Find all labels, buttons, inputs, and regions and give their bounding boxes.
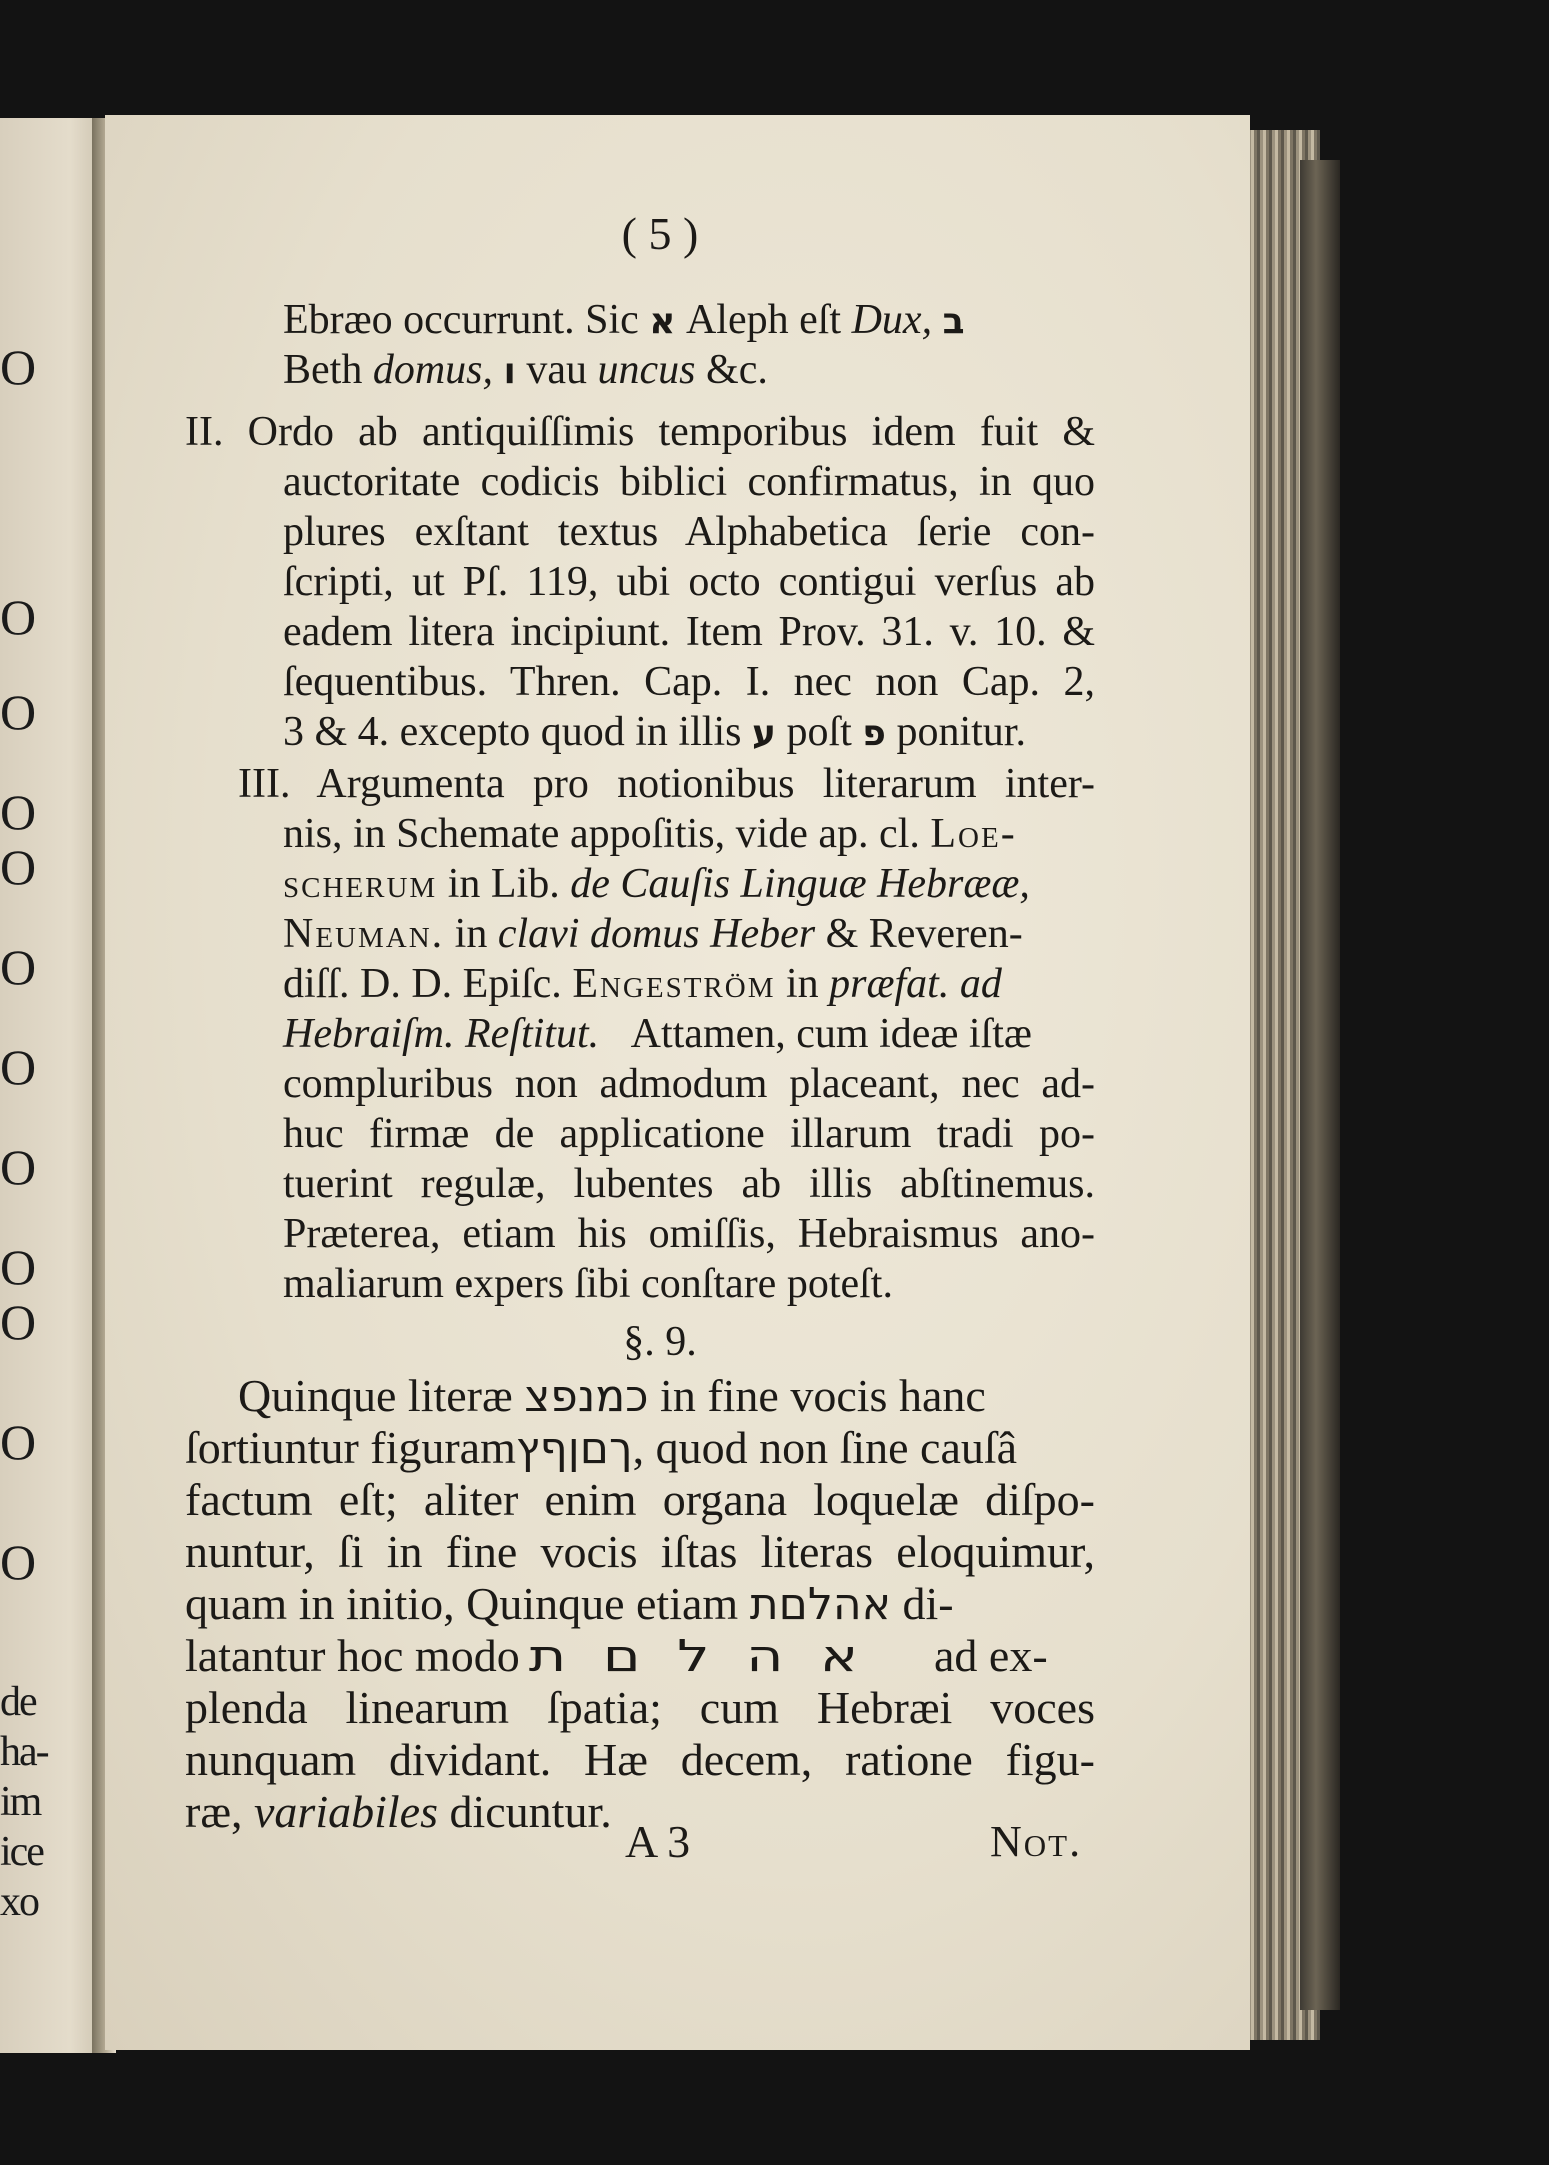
text-line: diſſ. D. D. Epiſc. Engeström in præfat. ad <box>283 961 1002 1007</box>
dilated-hebrew-word: אהלםת <box>529 1631 895 1682</box>
left-margin-number: O <box>0 1039 35 1095</box>
text-line: factum eſt; aliter enim organa loquelæ diſpo- <box>185 1474 1095 1525</box>
left-margin-number: O <box>0 339 35 395</box>
text-line: Hebraiſm. Reſtitut. Attamen, cum ideæ iſtæ <box>283 1011 1032 1057</box>
left-margin-number: O <box>0 589 35 645</box>
hebrew-word: כמנפצ <box>524 1371 649 1422</box>
text-line: compluribus non admodum placeant, nec ad- <box>283 1061 1095 1107</box>
hebrew-letter-beth: ב <box>942 301 965 342</box>
hebrew-letter-aleph: א <box>649 301 676 342</box>
left-margin-number: O <box>0 1239 35 1295</box>
left-facing-page <box>0 118 102 2053</box>
text-line: ræ, variabiles dicuntur. <box>185 1786 612 1837</box>
text-line: nis, in Schemate appoſitis, vide ap. cl. Loe- <box>283 811 1017 857</box>
signature-mark: A 3 <box>625 1816 691 1867</box>
left-margin-number: O <box>0 1139 35 1195</box>
text-line: Præterea, etiam his omiſſis, Hebraismus ano- <box>283 1211 1095 1257</box>
text-line: latantur hoc modo אהלםת ad ex- <box>185 1630 1048 1682</box>
text-line: Ebræo occurrunt. Sic א Aleph eſt Dux, ב <box>283 297 965 343</box>
text-line: auctoritate codicis biblici confirmatus, in quo <box>283 459 1095 505</box>
left-margin-word: xo <box>0 1879 38 1925</box>
text-line: nunquam dividant. Hæ decem, ratione figu- <box>185 1734 1095 1785</box>
text-line: II. Ordo ab antiquiſſimis temporibus idem fuit & <box>185 409 1095 455</box>
hebrew-letter-ayin: ע <box>751 713 776 754</box>
text-line: Neuman. in clavi domus Heber & Reveren- <box>283 911 1023 957</box>
text-line: 3 & 4. excepto quod in illis ע poſt פ ponitur. <box>283 709 1026 755</box>
left-margin-number: O <box>0 939 35 995</box>
left-margin-number: O <box>0 784 35 840</box>
hebrew-letter-pe: פ <box>862 713 886 754</box>
left-margin-number: O <box>0 1294 35 1350</box>
text-line: ſequentibus. Thren. Cap. I. nec non Cap. 2, <box>283 659 1095 705</box>
text-line: huc firmæ de applicatione illarum tradi po- <box>283 1111 1095 1157</box>
left-margin-word: im <box>0 1779 41 1825</box>
text-line: quam in initio, Quinque etiam אהלםת di- <box>185 1578 954 1630</box>
left-margin-word: ha- <box>0 1729 48 1775</box>
text-line: Quinque literæ כמנפצ in fine vocis hanc <box>238 1370 986 1422</box>
text-line: plenda linearum ſpatia; cum Hebræi voces <box>185 1682 1095 1733</box>
text-line: scherum in Lib. de Cauſis Linguæ Hebrææ, <box>283 861 1030 907</box>
left-margin-number: O <box>0 839 35 895</box>
left-margin-number: O <box>0 1534 35 1590</box>
text-line: tuerint regulæ, lubentes ab illis abſtinemus. <box>283 1161 1095 1207</box>
text-line: III. Argumenta pro notionibus literarum inter- <box>238 761 1095 807</box>
text-line: nuntur, ſi in fine vocis iſtas literas eloquimur, <box>185 1526 1095 1577</box>
text-line: ſcripti, ut Pſ. 119, ubi octo contigui verſus ab <box>283 559 1095 605</box>
hebrew-word: ךםןףץ <box>515 1423 633 1474</box>
text-line: plures exſtant textus Alphabetica ſerie con- <box>283 509 1095 555</box>
text-line: maliarum expers ſibi conſtare poteſt. <box>283 1261 893 1307</box>
text-line: eadem litera incipiunt. Item Prov. 31. v. 10. & <box>283 609 1095 655</box>
left-margin-word: ice <box>0 1829 43 1875</box>
text-line: ſortiuntur figuramךםןףץ, quod non ſine cauſâ <box>185 1422 1018 1474</box>
text-line: Beth domus, ו vau uncus &c. <box>283 347 768 393</box>
catchword: Not. <box>990 1817 1083 1866</box>
section-heading: §. 9. <box>623 1319 697 1365</box>
left-margin-word: de <box>0 1679 36 1725</box>
left-margin-number: O <box>0 1414 35 1470</box>
hebrew-word: אהלםת <box>749 1579 891 1630</box>
book-cover-edge <box>1300 160 1340 2010</box>
left-margin-number: O <box>0 684 35 740</box>
hebrew-letter-vau: ו <box>503 351 516 392</box>
page-number-header: ( 5 ) <box>621 208 699 259</box>
